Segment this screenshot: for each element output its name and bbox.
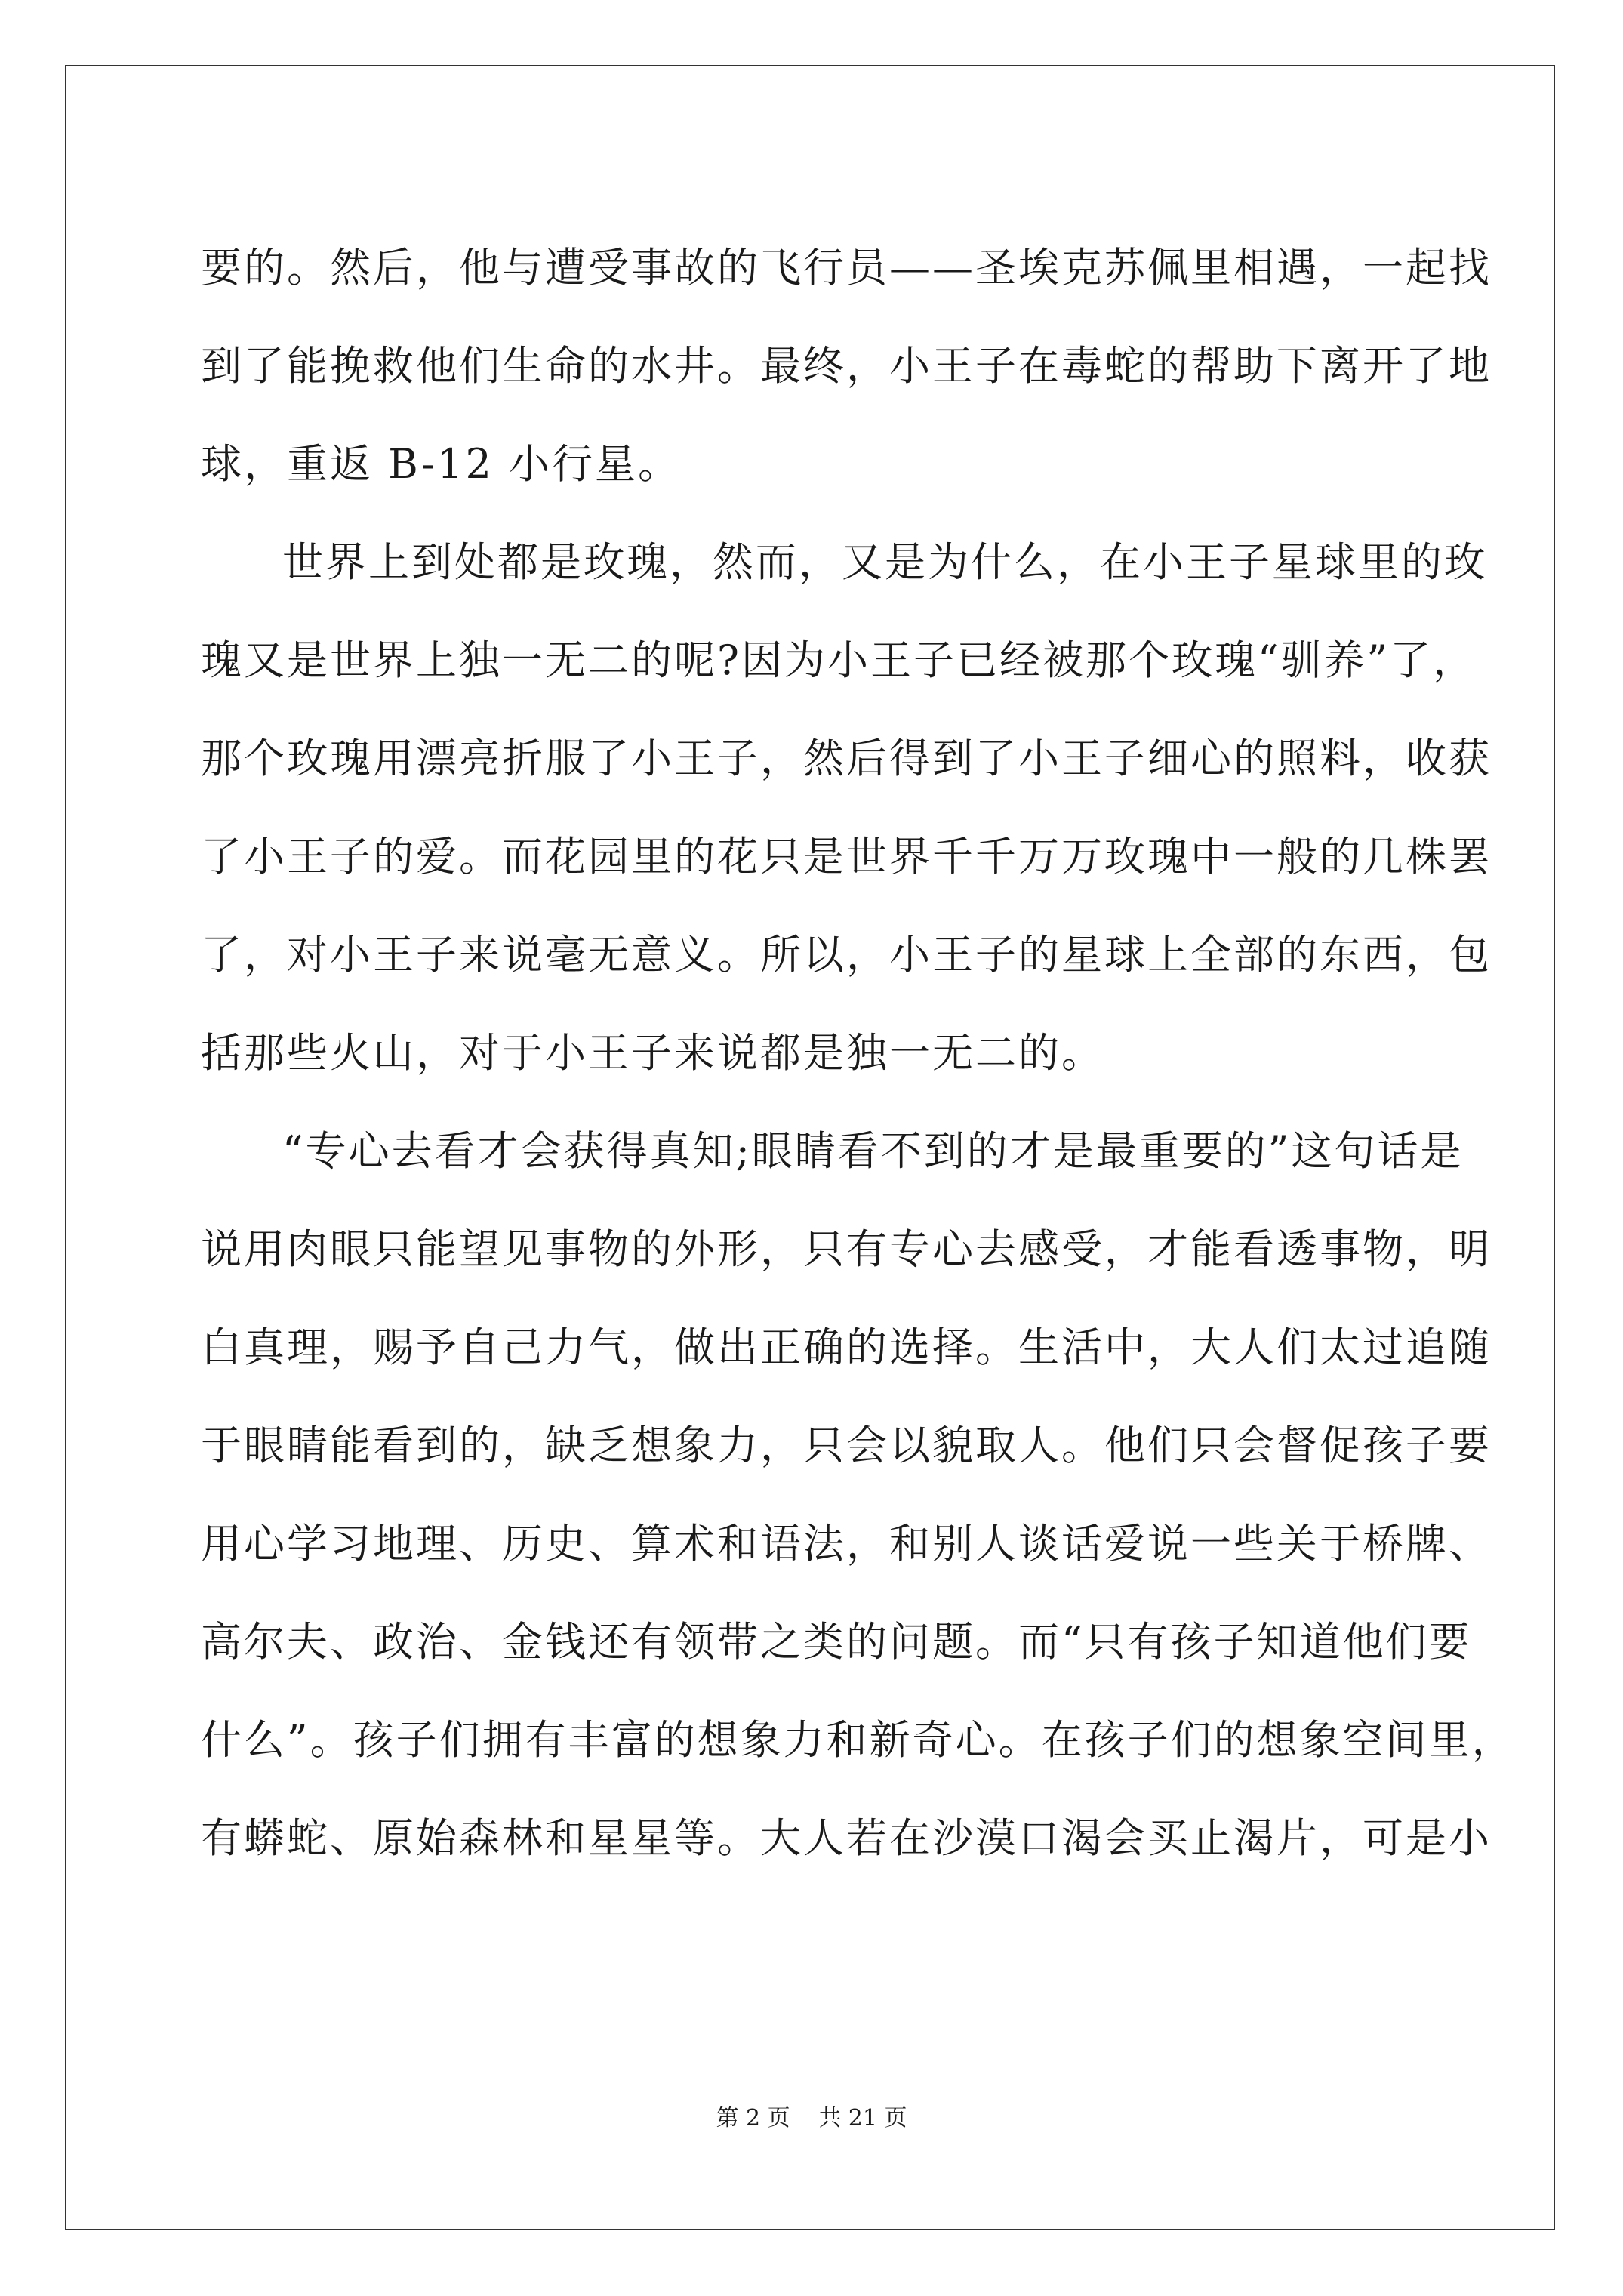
text-line: 世界上到处都是玫瑰，然而，又是为什么，在小王子星球里的玫 — [282, 538, 1487, 586]
text-line: 白真理，赐予自己力气，做出正确的选择。生活中，大人们太过追随 — [201, 1324, 1492, 1371]
text-line: 有蟒蛇、原始森林和星星等。大人若在沙漠口渴会买止渴片，可是小 — [201, 1814, 1492, 1862]
text-line: 什么”。孩子们拥有丰富的想象力和新奇心。在孩子们的想象空间里， — [201, 1716, 1515, 1764]
text-line: 了小王子的爱。而花园里的花只是世界千千万万玫瑰中一般的几株罢 — [201, 833, 1492, 880]
text-line: 了，对小王子来说毫无意义。所以，小王子的星球上全部的东西，包 — [201, 931, 1492, 978]
page-number-current: 第 2 页 — [716, 2105, 790, 2131]
text-line: 那个玫瑰用漂亮折服了小王子，然后得到了小王子细心的照料，收获 — [201, 735, 1492, 782]
text-line: 高尔夫、政治、金钱还有领带之类的问题。而“只有孩子知道他们要 — [201, 1618, 1472, 1666]
page-number-total: 共 21 页 — [818, 2105, 907, 2131]
text-line: 用心学习地理、历史、算术和语法，和别人谈话爱说一些关于桥牌、 — [201, 1520, 1492, 1567]
text-line: 说用肉眼只能望见事物的外形，只有专心去感受，才能看透事物，明 — [201, 1225, 1492, 1273]
text-line: 球，重返 B-12 小行星。 — [201, 440, 681, 488]
document-body — [201, 219, 1515, 1888]
text-line: 括那些火山，对于小王子来说都是独一无二的。 — [201, 1029, 1104, 1077]
text-line: 于眼睛能看到的，缺乏想象力，只会以貌取人。他们只会督促孩子要 — [201, 1422, 1492, 1469]
text-line: “专心去看才会获得真知;眼睛看不到的才是最重要的”这句话是 — [282, 1127, 1464, 1175]
text-line: 要的。然后，他与遭受事故的飞行员——圣埃克苏佩里相遇，一起找 — [201, 244, 1492, 291]
page-footer — [0, 2099, 1623, 2132]
text-line: 瑰又是世界上独一无二的呢?因为小王子已经被那个玫瑰“驯养”了， — [201, 636, 1477, 684]
text-line: 到了能挽救他们生命的水井。最终，小王子在毒蛇的帮助下离开了地 — [201, 342, 1492, 390]
